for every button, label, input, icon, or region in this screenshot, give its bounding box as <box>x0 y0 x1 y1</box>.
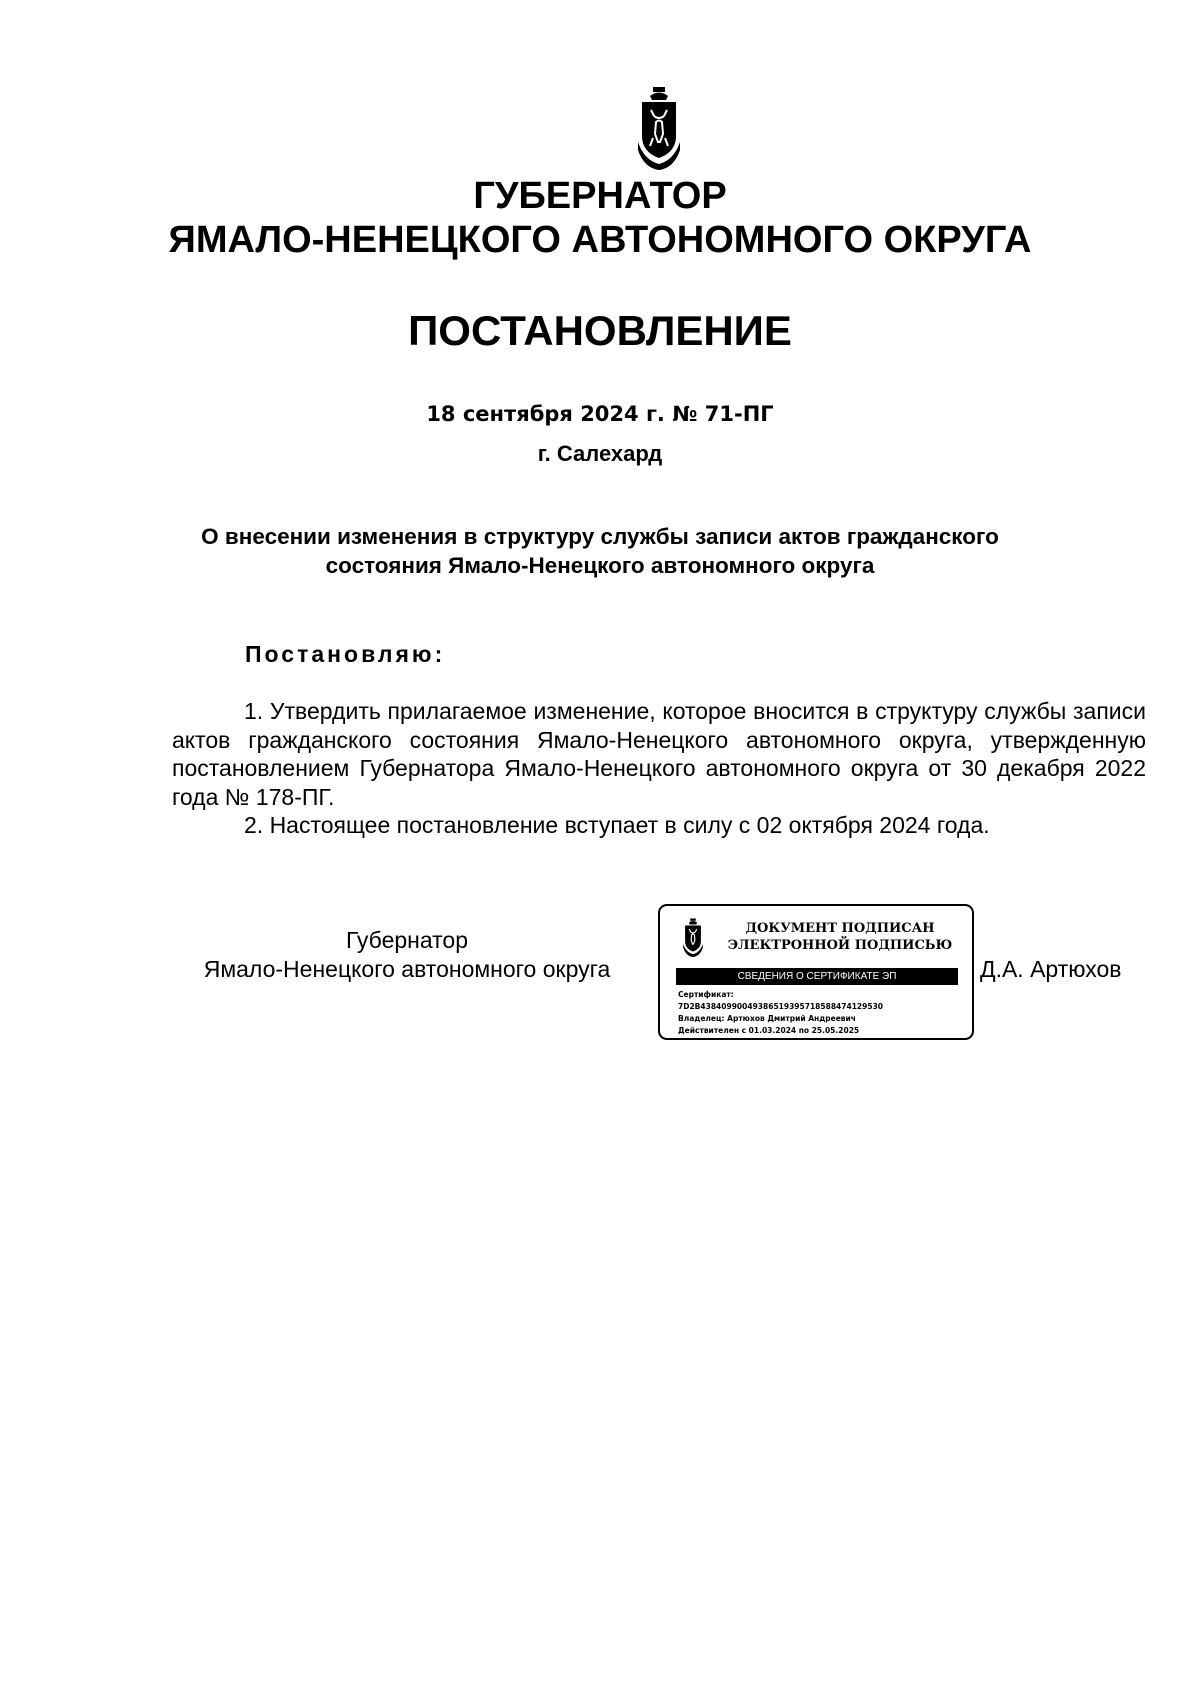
coat-of-arms-icon <box>636 86 682 172</box>
issuer-title: ГУБЕРНАТОР <box>473 175 727 217</box>
certificate-validity: Действителен с 01.03.2024 по 25.05.2025 <box>678 1026 860 1035</box>
body-paragraph-2: 2. Настоящее постановление вступает в силу с 02 октября 2024 года. <box>244 812 990 838</box>
decree-word: Постановляю: <box>245 641 446 667</box>
stamp-heading <box>720 920 960 954</box>
subject-line-1: О внесении изменения в структуру службы записи актов гражданского <box>201 524 999 549</box>
stamp-coat-of-arms-icon <box>682 918 704 958</box>
stamp-certificate-bar: СВЕДЕНИЯ О СЕРТИФИКАТЕ ЭП <box>676 968 958 985</box>
body-paragraph-1: 1. Утвердить прилагаемое изменение, которое вносится в структуру службы записи актов гражданского состояния Ямало-Ненецкого автономного округа, утвержденную постановлением Губернатора Ямало-Ненецкого автономного округа от 30 декабря 2022 года № 178-ПГ. <box>172 698 1146 810</box>
signatory-name: Д.А. Артюхов <box>980 956 1122 982</box>
signatory-title-line-2: Ямало-Ненецкого автономного округа <box>203 956 611 982</box>
certificate-label: Сертификат: <box>678 990 734 999</box>
signatory-title <box>172 926 642 984</box>
certificate-number: 7D2B43840990049386519395718588474129530 <box>678 1002 884 1011</box>
document-subject <box>0 522 1200 580</box>
issuer-region: ЯМАЛО-НЕНЕЦКОГО АВТОНОМНОГО ОКРУГА <box>168 219 1032 261</box>
stamp-heading-line-2: ЭЛЕКТРОННОЙ ПОДПИСЬЮ <box>727 938 953 953</box>
signatory-title-line-1: Губернатор <box>345 927 469 953</box>
document-type: ПОСТАНОВЛЕНИЕ <box>408 307 792 354</box>
electronic-signature-stamp <box>658 904 974 1040</box>
stamp-heading-line-1: ДОКУМЕНТ ПОДПИСАН <box>745 921 935 936</box>
issue-place: г. Салехард <box>537 441 663 466</box>
stamp-certificate-details <box>678 989 968 1037</box>
certificate-owner: Владелец: Артюхов Дмитрий Андреевич <box>678 1014 856 1023</box>
document-body <box>172 697 1146 840</box>
subject-line-2: состояния Ямало-Ненецкого автономного округа <box>325 553 875 578</box>
date-and-number: 18 сентября 2024 г. № 71-ПГ <box>426 402 774 426</box>
